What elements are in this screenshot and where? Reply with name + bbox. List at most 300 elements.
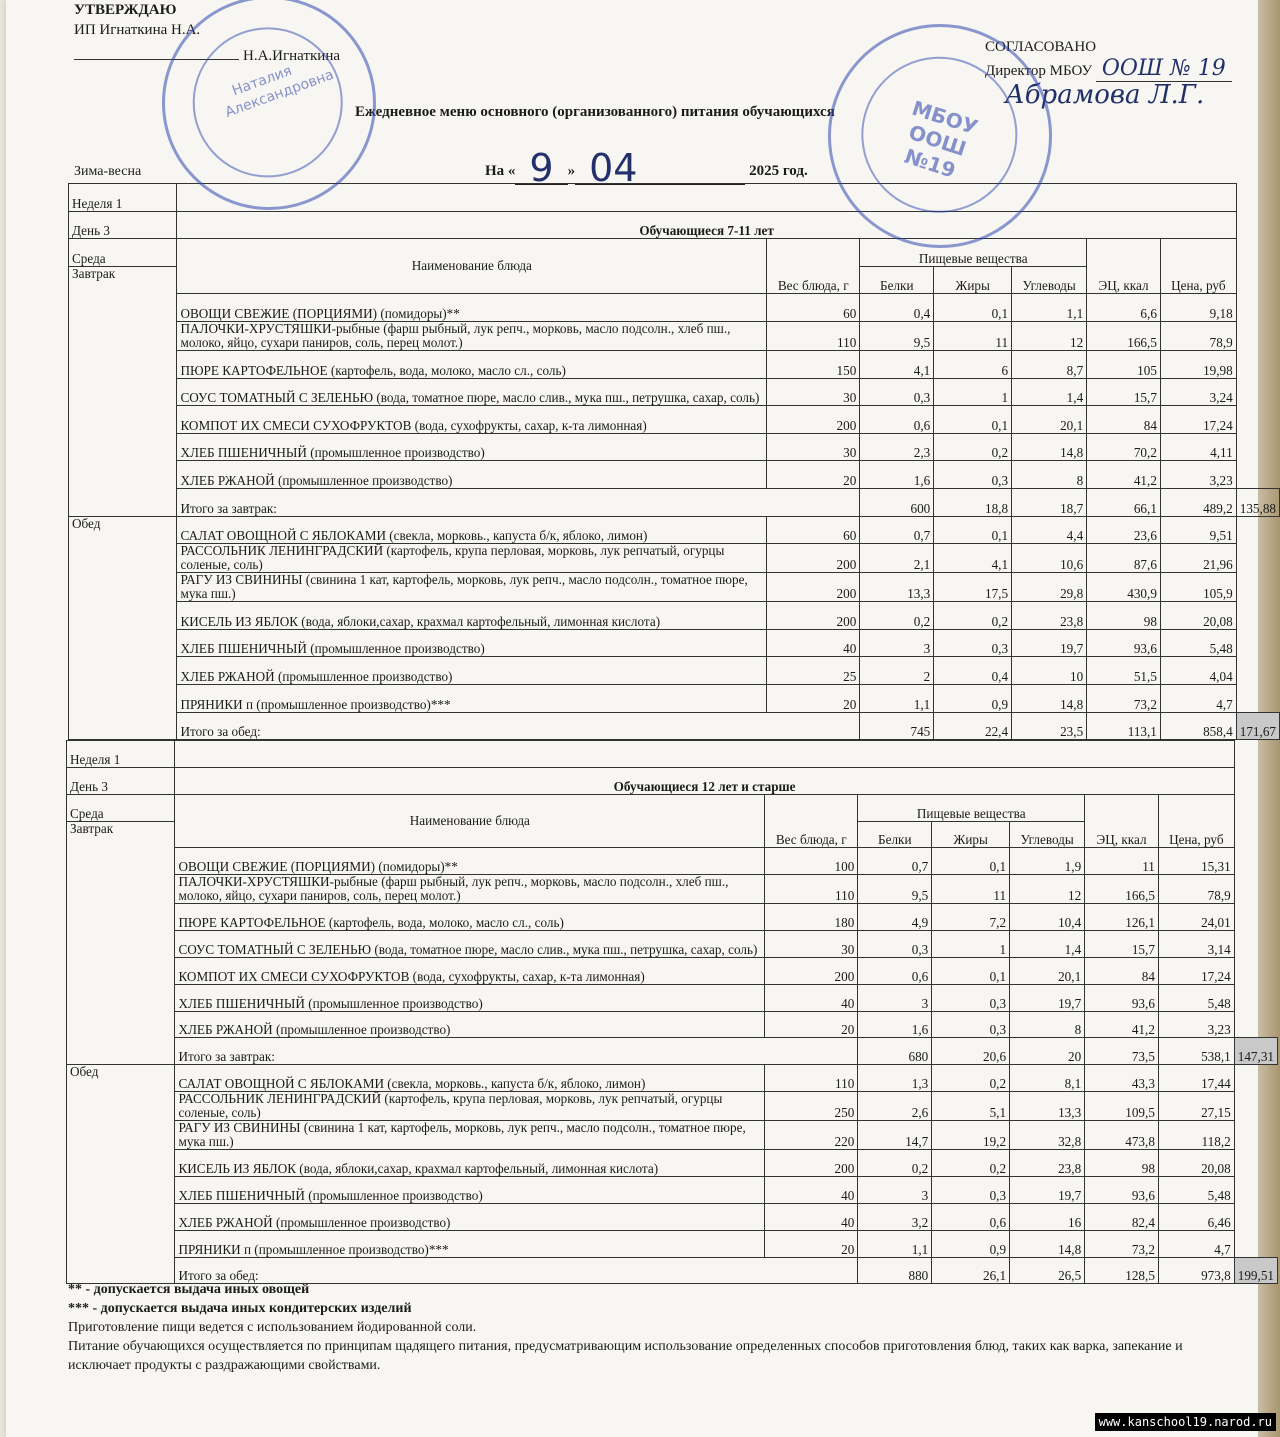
total-c: 128,5 [1085, 1257, 1159, 1284]
dish-p: 13,3 [860, 573, 934, 602]
dish-row [69, 602, 1280, 630]
agreed-label: СОГЛАСОВАНО [985, 39, 1097, 55]
dish-w: 200 [767, 602, 860, 630]
dish-w: 60 [767, 516, 860, 544]
weight-header: Вес блюда, г [767, 239, 860, 294]
total-w: 680 [858, 1038, 932, 1065]
dish-name: КИСЕЛЬ ИЗ ЯБЛОК (вода, яблоки,сахар, крахмал картофельный, лимонная кислота) [175, 1150, 765, 1177]
total-row [69, 488, 1280, 516]
total-label: Итого за обед: [177, 712, 860, 740]
dish-pr: 24,01 [1158, 904, 1234, 931]
dish-name: РАССОЛЬНИК ЛЕНИНГРАДСКИЙ (картофель, крупа перловая, морковь, лук репчатый, огурцы соленые, соль) [177, 544, 767, 573]
dish-e: 82,4 [1085, 1203, 1159, 1230]
header-row [67, 794, 1278, 821]
protein-header: Белки [860, 266, 934, 294]
dish-pr: 17,24 [1160, 406, 1236, 434]
dish-row [69, 629, 1280, 657]
total-e: 973,8 [1158, 1257, 1234, 1284]
dish-name: ПЮРЕ КАРТОФЕЛЬНОЕ (картофель, вода, молоко, масло сл., соль) [175, 904, 765, 931]
dish-f: 1 [932, 931, 1010, 958]
dish-w: 60 [767, 294, 860, 322]
dish-w: 250 [765, 1092, 858, 1121]
meal-label: Завтрак [67, 821, 175, 1065]
total-e: 538,1 [1158, 1038, 1234, 1065]
dish-c: 8 [1012, 461, 1087, 489]
note-2: *** - допускается выдача иных кондитерских изделий [68, 1301, 412, 1316]
dish-f: 17,5 [934, 573, 1012, 602]
dish-name: ХЛЕБ ПШЕНИЧНЫЙ (промышленное производство) [175, 1176, 765, 1203]
dish-p: 1,1 [860, 684, 934, 712]
dish-row [69, 657, 1280, 685]
dish-w: 30 [767, 378, 860, 406]
carbs-header: Углеводы [1012, 266, 1087, 294]
dish-c: 8,1 [1010, 1065, 1085, 1092]
dish-e: 109,5 [1085, 1092, 1159, 1121]
dish-f: 11 [934, 321, 1012, 350]
dish-pr: 105,9 [1160, 573, 1236, 602]
total-e: 489,2 [1160, 488, 1236, 516]
dish-row [67, 1011, 1278, 1038]
dish-c: 19,7 [1010, 984, 1085, 1011]
total-label: Итого за завтрак: [177, 488, 860, 516]
dish-name: СОУС ТОМАТНЫЙ С ЗЕЛЕНЬЮ (вода, томатное пюре, масло слив., мука пш., петрушка, сахар, соль) [177, 378, 767, 406]
dish-f: 1 [934, 378, 1012, 406]
dish-f: 19,2 [932, 1121, 1010, 1150]
dish-name: САЛАТ ОВОЩНОЙ С ЯБЛОКАМИ (свекла, морковь., капуста б/к, яблоко, лимон) [177, 516, 767, 544]
group-heading: Обучающиеся 7-11 лет [177, 211, 1236, 239]
dish-pr: 5,48 [1158, 1176, 1234, 1203]
dish-w: 180 [765, 904, 858, 931]
dish-c: 8,7 [1012, 350, 1087, 378]
total-p: 22,4 [934, 712, 1012, 740]
seal-left: Наталия Александровна [132, 0, 406, 240]
dish-c: 32,8 [1010, 1121, 1085, 1150]
dish-c: 1,9 [1010, 848, 1085, 875]
dish-w: 40 [767, 629, 860, 657]
dish-p: 9,5 [858, 875, 932, 904]
dish-w: 40 [765, 1203, 858, 1230]
week-label: Неделя 1 [69, 184, 177, 212]
dish-name: ОВОЩИ СВЕЖИЕ (ПОРЦИЯМИ) (помидоры)** [177, 294, 767, 322]
dish-name: КОМПОТ ИХ СМЕСИ СУХОФРУКТОВ (вода, сухофрукты, сахар, к-та лимонная) [177, 406, 767, 434]
dish-name: КИСЕЛЬ ИЗ ЯБЛОК (вода, яблоки,сахар, крахмал картофельный, лимонная кислота) [177, 602, 767, 630]
price-header: Цена, руб [1158, 794, 1234, 848]
dish-p: 1,1 [858, 1230, 932, 1257]
dish-p: 0,6 [860, 406, 934, 434]
dish-c: 4,4 [1012, 516, 1087, 544]
dish-w: 110 [765, 1065, 858, 1092]
dish-c: 1,4 [1010, 931, 1085, 958]
dish-row [67, 904, 1278, 931]
dish-f: 0,1 [932, 848, 1010, 875]
day-row [67, 767, 1278, 794]
dish-name: ПАЛОЧКИ-ХРУСТЯШКИ-рыбные (фарш рыбный, лук репч., морковь, масло подсолн., хлеб пш., молоко, яйцо, сухари паниров, соль, перец молот.) [175, 875, 765, 904]
dish-p: 0,6 [858, 957, 932, 984]
approve-label: УТВЕРЖДАЮ [74, 2, 177, 18]
dish-pr: 4,7 [1160, 684, 1236, 712]
dish-f: 0,1 [934, 406, 1012, 434]
dish-row [67, 984, 1278, 1011]
dish-pr: 3,24 [1160, 378, 1236, 406]
dish-row [67, 957, 1278, 984]
menu-table-7-11 [68, 183, 1280, 740]
dish-row [67, 848, 1278, 875]
footnotes [68, 1280, 1248, 1375]
dish-e: 6,6 [1087, 294, 1161, 322]
director-signature: Абрамова Л.Г. [1005, 80, 1205, 110]
day-row [69, 211, 1280, 239]
dish-e: 166,5 [1087, 321, 1161, 350]
dish-p: 3,2 [858, 1203, 932, 1230]
season-label: Зима-весна [74, 164, 142, 179]
dish-name: ПАЛОЧКИ-ХРУСТЯШКИ-рыбные (фарш рыбный, лук репч., морковь, масло подсолн., хлеб пш., молоко, яйцо, сухари паниров, соль, перец молот.) [177, 321, 767, 350]
total-price: 135,88 [1236, 488, 1279, 516]
nutrients-header: Пищевые вещества [860, 239, 1087, 267]
dish-row [69, 684, 1280, 712]
dish-f: 6 [934, 350, 1012, 378]
dish-e: 166,5 [1085, 875, 1159, 904]
date-day: 9 [529, 146, 554, 190]
total-price: 171,67 [1236, 712, 1279, 740]
dish-w: 150 [767, 350, 860, 378]
dish-name: СОУС ТОМАТНЫЙ С ЗЕЛЕНЬЮ (вода, томатное пюре, масло слив., мука пш., петрушка, сахар, соль) [175, 931, 765, 958]
dish-pr: 17,44 [1158, 1065, 1234, 1092]
dish-f: 0,2 [932, 1065, 1010, 1092]
dish-w: 30 [765, 931, 858, 958]
dish-c: 10,6 [1012, 544, 1087, 573]
fat-header: Жиры [934, 266, 1012, 294]
dish-row [67, 931, 1278, 958]
day-label: День 3 [67, 767, 175, 794]
dish-f: 0,3 [934, 461, 1012, 489]
school-handwritten: ООШ № 19 [1096, 56, 1232, 82]
total-f: 23,5 [1012, 712, 1087, 740]
weekday-label: Среда [69, 239, 177, 267]
dish-row [67, 875, 1278, 904]
dish-pr: 78,9 [1158, 875, 1234, 904]
dish-w: 200 [765, 1150, 858, 1177]
total-c: 66,1 [1087, 488, 1161, 516]
menu-date: На « 9 » 04 2025 год. [485, 140, 808, 185]
dish-f: 0,2 [932, 1150, 1010, 1177]
dish-e: 430,9 [1087, 573, 1161, 602]
dish-name: РАГУ ИЗ СВИНИНЫ (свинина 1 кат, картофель, морковь, лук репч., масло подсолн., томатное пюре, мука пш.) [177, 573, 767, 602]
dish-pr: 19,98 [1160, 350, 1236, 378]
dish-row [69, 294, 1280, 322]
dish-e: 105 [1087, 350, 1161, 378]
total-f: 20 [1010, 1038, 1085, 1065]
dish-pr: 27,15 [1158, 1092, 1234, 1121]
nutrients-header: Пищевые вещества [858, 794, 1085, 821]
dish-pr: 17,24 [1158, 957, 1234, 984]
dish-name: РАГУ ИЗ СВИНИНЫ (свинина 1 кат, картофель, морковь, лук репч., масло подсолн., томатное пюре, мука пш.) [175, 1121, 765, 1150]
dish-pr: 20,08 [1158, 1150, 1234, 1177]
dish-c: 23,8 [1012, 602, 1087, 630]
dish-row [69, 573, 1280, 602]
dish-f: 0,3 [932, 984, 1010, 1011]
dish-p: 0,3 [860, 378, 934, 406]
dish-f: 0,6 [932, 1203, 1010, 1230]
dish-name-header: Наименование блюда [177, 239, 767, 294]
dish-f: 0,4 [934, 657, 1012, 685]
dish-w: 40 [765, 984, 858, 1011]
dish-f: 0,1 [934, 294, 1012, 322]
dish-e: 41,2 [1085, 1011, 1159, 1038]
dish-pr: 4,04 [1160, 657, 1236, 685]
dish-c: 1,4 [1012, 378, 1087, 406]
dish-w: 110 [767, 321, 860, 350]
dish-f: 0,3 [932, 1011, 1010, 1038]
dish-f: 0,9 [932, 1230, 1010, 1257]
day-label: День 3 [69, 211, 177, 239]
dish-pr: 6,46 [1158, 1203, 1234, 1230]
dish-pr: 3,23 [1160, 461, 1236, 489]
dish-c: 19,7 [1012, 629, 1087, 657]
dish-w: 220 [765, 1121, 858, 1150]
dish-name: ХЛЕБ РЖАНОЙ (промышленное производство) [175, 1203, 765, 1230]
dish-name: ПРЯНИКИ п (промышленное производство)*** [177, 684, 767, 712]
total-f: 26,5 [1010, 1257, 1085, 1284]
dish-e: 70,2 [1087, 433, 1161, 461]
dish-pr: 4,11 [1160, 433, 1236, 461]
dish-e: 15,7 [1087, 378, 1161, 406]
dish-pr: 78,9 [1160, 321, 1236, 350]
dish-name: ХЛЕБ РЖАНОЙ (промышленное производство) [177, 461, 767, 489]
total-row [67, 1038, 1278, 1065]
dish-f: 4,1 [934, 544, 1012, 573]
dish-c: 19,7 [1010, 1176, 1085, 1203]
dish-name: ПЮРЕ КАРТОФЕЛЬНОЕ (картофель, вода, молоко, масло сл., соль) [177, 350, 767, 378]
dish-e: 126,1 [1085, 904, 1159, 931]
dish-w: 200 [767, 544, 860, 573]
dish-row [67, 1203, 1278, 1230]
dish-e: 23,6 [1087, 516, 1161, 544]
dish-f: 0,1 [934, 516, 1012, 544]
dish-e: 93,6 [1087, 629, 1161, 657]
dish-name-header: Наименование блюда [175, 794, 765, 848]
dish-p: 2,1 [860, 544, 934, 573]
dish-p: 3 [858, 1176, 932, 1203]
dish-c: 1,1 [1012, 294, 1087, 322]
meal-label: Обед [69, 516, 177, 740]
dish-row [67, 1092, 1278, 1121]
fat-header: Жиры [932, 821, 1010, 848]
dish-c: 12 [1012, 321, 1087, 350]
dish-p: 9,5 [860, 321, 934, 350]
total-price: 199,51 [1234, 1257, 1277, 1284]
total-label: Итого за обед: [175, 1257, 858, 1284]
dish-row [69, 350, 1280, 378]
dish-row [67, 1230, 1278, 1257]
dish-c: 16 [1010, 1203, 1085, 1230]
dish-c: 20,1 [1012, 406, 1087, 434]
dish-pr: 9,18 [1160, 294, 1236, 322]
dish-e: 473,8 [1085, 1121, 1159, 1150]
menu-table-12-plus [66, 740, 1278, 1284]
dish-c: 8 [1010, 1011, 1085, 1038]
dish-row [67, 1065, 1278, 1092]
date-year: 2025 год. [749, 163, 808, 179]
protein-header: Белки [858, 821, 932, 848]
blank-cell [175, 741, 1234, 768]
dish-c: 23,8 [1010, 1150, 1085, 1177]
dish-e: 87,6 [1087, 544, 1161, 573]
dish-pr: 118,2 [1158, 1121, 1234, 1150]
director-label: Директор МБОУ [985, 63, 1093, 79]
group-heading: Обучающиеся 12 лет и старше [175, 767, 1234, 794]
dish-p: 4,9 [858, 904, 932, 931]
dish-pr: 4,7 [1158, 1230, 1234, 1257]
dish-row [67, 1176, 1278, 1203]
dish-w: 200 [767, 573, 860, 602]
header-row [69, 239, 1280, 267]
total-p: 18,8 [934, 488, 1012, 516]
dish-e: 93,6 [1085, 1176, 1159, 1203]
meal-label: Обед [67, 1065, 175, 1284]
dish-f: 7,2 [932, 904, 1010, 931]
week-label: Неделя 1 [67, 741, 175, 768]
dish-w: 20 [767, 461, 860, 489]
dish-e: 15,7 [1085, 931, 1159, 958]
dish-c: 14,8 [1010, 1230, 1085, 1257]
dish-c: 13,3 [1010, 1092, 1085, 1121]
date-month: 04 [589, 146, 638, 190]
dish-pr: 3,14 [1158, 931, 1234, 958]
dish-name: САЛАТ ОВОЩНОЙ С ЯБЛОКАМИ (свекла, морковь., капуста б/к, яблоко, лимон) [175, 1065, 765, 1092]
dish-p: 1,6 [858, 1011, 932, 1038]
dish-row [67, 1150, 1278, 1177]
total-e: 858,4 [1160, 712, 1236, 740]
dish-row [69, 516, 1280, 544]
dish-name: ОВОЩИ СВЕЖИЕ (ПОРЦИЯМИ) (помидоры)** [175, 848, 765, 875]
dish-row [69, 461, 1280, 489]
dish-e: 51,5 [1087, 657, 1161, 685]
price-header: Цена, руб [1160, 239, 1236, 294]
total-label: Итого за завтрак: [175, 1038, 858, 1065]
dish-f: 11 [932, 875, 1010, 904]
week-row [67, 741, 1278, 768]
dish-e: 11 [1085, 848, 1159, 875]
dish-f: 0,1 [932, 957, 1010, 984]
dish-p: 0,2 [858, 1150, 932, 1177]
dish-pr: 5,48 [1160, 629, 1236, 657]
dish-f: 0,3 [934, 629, 1012, 657]
dish-p: 0,7 [860, 516, 934, 544]
dish-w: 110 [765, 875, 858, 904]
dish-p: 1,3 [858, 1065, 932, 1092]
meal-label: Завтрак [69, 266, 177, 516]
dish-p: 14,7 [858, 1121, 932, 1150]
total-price: 147,31 [1234, 1038, 1277, 1065]
dish-e: 98 [1087, 602, 1161, 630]
dish-name: ХЛЕБ ПШЕНИЧНЫЙ (промышленное производство) [177, 629, 767, 657]
dish-row [69, 321, 1280, 350]
dish-e: 98 [1085, 1150, 1159, 1177]
dish-c: 12 [1010, 875, 1085, 904]
energy-header: ЭЦ, ккал [1087, 239, 1161, 294]
dish-pr: 21,96 [1160, 544, 1236, 573]
dish-e: 84 [1087, 406, 1161, 434]
dish-p: 1,6 [860, 461, 934, 489]
dish-w: 20 [765, 1011, 858, 1038]
dish-e: 73,2 [1085, 1230, 1159, 1257]
total-c: 73,5 [1085, 1038, 1159, 1065]
total-p: 20,6 [932, 1038, 1010, 1065]
note-4: Питание обучающихся осуществляется по принципам щадящего питания, предусматривающим использование определенных способов приготовления блюд, таких как варка, запекание и исключает продукты с раздражающими свойствами. [68, 1339, 1183, 1373]
dish-w: 25 [767, 657, 860, 685]
carbs-header: Углеводы [1010, 821, 1085, 848]
dish-name: ХЛЕБ РЖАНОЙ (промышленное производство) [175, 1011, 765, 1038]
dish-row [69, 406, 1280, 434]
dish-c: 10,4 [1010, 904, 1085, 931]
note-3: Приготовление пищи ведется с использованием йодированной соли. [68, 1320, 477, 1335]
dish-row [69, 378, 1280, 406]
note-1: ** - допускается выдача иных овощей [68, 1282, 310, 1297]
dish-row [67, 1121, 1278, 1150]
dish-name: РАССОЛЬНИК ЛЕНИНГРАДСКИЙ (картофель, крупа перловая, морковь, лук репчатый, огурцы соленые, соль) [175, 1092, 765, 1121]
dish-f: 0,2 [934, 602, 1012, 630]
site-watermark: www.kanschool19.narod.ru [1095, 1413, 1276, 1431]
dish-name: ХЛЕБ РЖАНОЙ (промышленное производство) [177, 657, 767, 685]
approve-sign: Н.А.Игнаткина [243, 48, 341, 64]
total-p: 26,1 [932, 1257, 1010, 1284]
dish-row [69, 433, 1280, 461]
dish-pr: 15,31 [1158, 848, 1234, 875]
dish-f: 0,3 [932, 1176, 1010, 1203]
dish-w: 20 [765, 1230, 858, 1257]
dish-p: 3 [858, 984, 932, 1011]
dish-c: 29,8 [1012, 573, 1087, 602]
dish-name: ХЛЕБ ПШЕНИЧНЫЙ (промышленное производство) [175, 984, 765, 1011]
dish-p: 2 [860, 657, 934, 685]
dish-w: 200 [765, 957, 858, 984]
dish-w: 200 [767, 406, 860, 434]
dish-p: 0,4 [860, 294, 934, 322]
total-w: 880 [858, 1257, 932, 1284]
seal-right: МБОУ ООШ №19 [799, 0, 1081, 277]
dish-w: 30 [767, 433, 860, 461]
total-c: 113,1 [1087, 712, 1161, 740]
total-row [69, 712, 1280, 740]
dish-name: ХЛЕБ ПШЕНИЧНЫЙ (промышленное производство) [177, 433, 767, 461]
dish-p: 4,1 [860, 350, 934, 378]
energy-header: ЭЦ, ккал [1085, 794, 1159, 848]
dish-pr: 3,23 [1158, 1011, 1234, 1038]
dish-e: 93,6 [1085, 984, 1159, 1011]
dish-w: 20 [767, 684, 860, 712]
dish-p: 0,7 [858, 848, 932, 875]
dish-name: КОМПОТ ИХ СМЕСИ СУХОФРУКТОВ (вода, сухофрукты, сахар, к-та лимонная) [175, 957, 765, 984]
dish-f: 0,9 [934, 684, 1012, 712]
dish-row [69, 544, 1280, 573]
dish-p: 3 [860, 629, 934, 657]
weekday-label: Среда [67, 794, 175, 821]
dish-e: 84 [1085, 957, 1159, 984]
blank-cell [177, 184, 1236, 212]
dish-name: ПРЯНИКИ п (промышленное производство)*** [175, 1230, 765, 1257]
total-w: 745 [860, 712, 934, 740]
dish-c: 20,1 [1010, 957, 1085, 984]
dish-pr: 20,08 [1160, 602, 1236, 630]
dish-c: 14,8 [1012, 684, 1087, 712]
dish-f: 0,2 [934, 433, 1012, 461]
dish-e: 73,2 [1087, 684, 1161, 712]
total-w: 600 [860, 488, 934, 516]
dish-pr: 9,51 [1160, 516, 1236, 544]
dish-c: 14,8 [1012, 433, 1087, 461]
dish-c: 10 [1012, 657, 1087, 685]
dish-p: 0,2 [860, 602, 934, 630]
